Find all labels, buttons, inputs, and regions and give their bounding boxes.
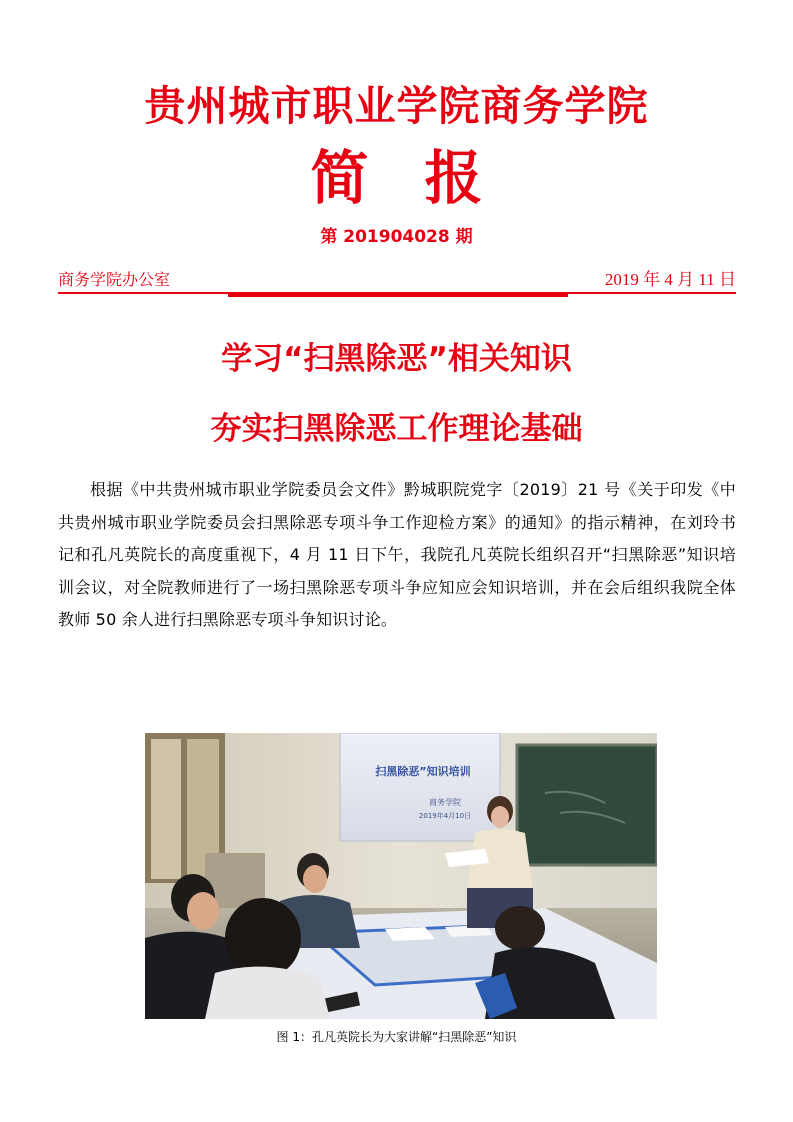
issue-number: 第 201904028 期 bbox=[320, 227, 473, 247]
projection-screen bbox=[340, 733, 500, 841]
screen-subtitle: 商务学院 bbox=[429, 798, 461, 807]
article-body: 根据《中共贵州城市职业学院委员会文件》黔城职院党字〔2019〕21 号《关于印发《中共贵州城市职业学院委员会扫黑除恶专项斗争工作迎检方案》的通知》的指示精神，在刘玲书记和孔凡英院长的高度重视下，4 月 11 日下午，我院孔凡英院长组织召开“扫黑除恶”知识培训会议，对全院教师进行了一场扫黑除恶专项斗争应知应会知识培训，并在会后组织我院全体教师 50 余人进行扫黑除恶专项斗争知识讨论。 bbox=[58, 480, 736, 629]
article-headline-1: 学习“扫黑除恶”相关知识 bbox=[221, 341, 572, 377]
attendee-hair bbox=[495, 906, 545, 950]
photo-caption: 图 1：孔凡英院长为大家讲解“扫黑除恶”知识 bbox=[276, 1030, 517, 1044]
issuing-office: 商务学院办公室 bbox=[58, 270, 171, 289]
attendee-face bbox=[187, 892, 219, 930]
training-photo-illustration bbox=[145, 733, 657, 1019]
training-photo bbox=[145, 733, 657, 1019]
bulletin-title-char-2: 报 bbox=[424, 144, 483, 212]
attendee-hair bbox=[225, 898, 301, 978]
window-pane bbox=[151, 739, 181, 879]
blackboard bbox=[517, 745, 657, 865]
bulletin-title bbox=[0, 140, 793, 216]
bulletin-title-char-1: 简 bbox=[310, 144, 369, 212]
attendee-face bbox=[303, 865, 327, 893]
presenter-face bbox=[491, 806, 509, 828]
screen-date: 2019年4月10日 bbox=[418, 812, 472, 820]
masthead-rule-right bbox=[568, 292, 736, 294]
issue-date: 2019 年 4 月 11 日 bbox=[604, 270, 736, 289]
organization-title: 贵州城市职业学院商务学院 bbox=[144, 82, 649, 130]
screen-title: 扫黑除恶”知识培训 bbox=[375, 765, 471, 778]
masthead-rule-center bbox=[228, 292, 568, 297]
masthead-meta-row bbox=[58, 268, 736, 292]
article-headline-2: 夯实扫黑除恶工作理论基础 bbox=[210, 411, 583, 447]
masthead-rule-left bbox=[58, 292, 228, 294]
